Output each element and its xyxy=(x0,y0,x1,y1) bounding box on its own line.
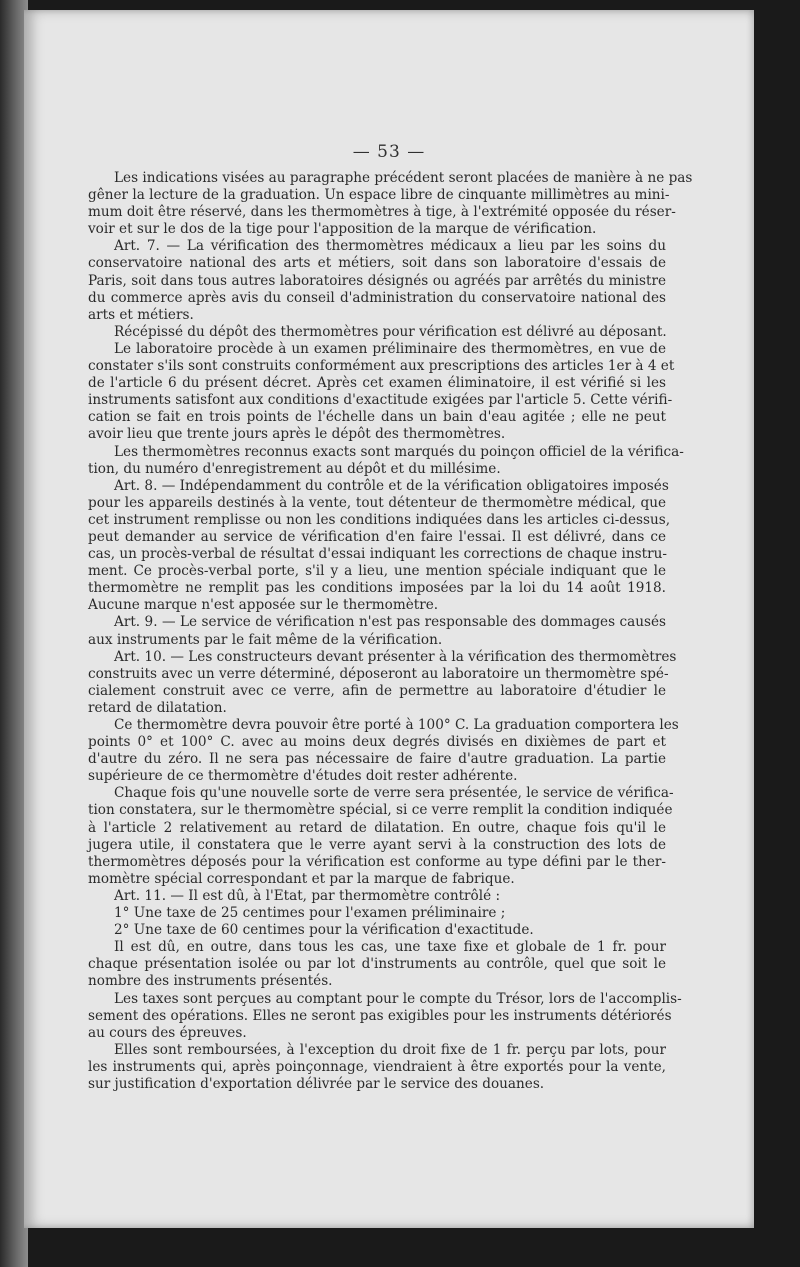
text-line: les instruments qui, après poinçonnage, viendraient à être exportés pour la vente, xyxy=(88,1058,666,1075)
text-line: supérieure de ce thermomètre d'études doit rester adhérente. xyxy=(88,768,518,785)
text-line: cation se fait en trois points de l'échelle dans un bain d'eau agitée ; elle ne peut xyxy=(88,409,666,426)
text-line: Il est dû, en outre, dans tous les cas, une taxe fixe et globale de 1 fr. pour xyxy=(114,939,666,956)
text-line: Les indications visées au paragraphe précédent seront placées de manière à ne pas xyxy=(114,170,693,186)
text-line: Chaque fois qu'une nouvelle sorte de verre sera présentée, le service de vérifica- xyxy=(114,785,674,802)
text-line: Art. 11. — Il est dû, à l'Etat, par thermomètre contrôlé : xyxy=(114,887,501,904)
text-line: Les thermomètres reconnus exacts sont marqués du poinçon officiel de la vérifica- xyxy=(114,443,684,460)
text-line: thermomètre ne remplit pas les conditions imposées par la loi du 14 août 1918. xyxy=(88,580,666,597)
text-line: Elles sont remboursées, à l'exception du droit fixe de 1 fr. perçu par lots, pour xyxy=(114,1041,666,1058)
body-text xyxy=(88,170,693,1093)
text-line: Les taxes sont perçues au comptant pour le compte du Trésor, lors de l'accomplis- xyxy=(114,990,682,1007)
text-line: 2° Une taxe de 60 centimes pour la vérification d'exactitude. xyxy=(114,922,534,939)
text-line: constater s'ils sont construits conformément aux prescriptions des articles 1er à 4 et xyxy=(88,358,675,375)
text-line: Paris, soit dans tous autres laboratoires désignés ou agréés par arrêtés du ministre xyxy=(88,272,666,289)
text-line: tion constatera, sur le thermomètre spécial, si ce verre remplit la condition indiquée xyxy=(88,802,673,819)
text-line: retard de dilatation. xyxy=(88,699,227,716)
text-line: pour les appareils destinés à la vente, tout détenteur de thermomètre médical, que xyxy=(88,494,666,511)
text-line: construits avec un verre déterminé, déposeront au laboratoire un thermomètre spé- xyxy=(88,665,669,682)
text-line: jugera utile, il constatera que le verre ayant servi à la construction des lots de xyxy=(88,836,666,853)
text-line: mum doit être réservé, dans les thermomètres à tige, à l'extrémité opposée du réser- xyxy=(88,204,676,221)
text-line: à l'article 2 relativement au retard de dilatation. En outre, chaque fois qu'il le xyxy=(88,819,666,836)
text-line: Art. 8. — Indépendamment du contrôle et de la vérification obligatoires imposés xyxy=(114,477,669,494)
text-line: cas, un procès-verbal de résultat d'essai indiquant les corrections de chaque instru- xyxy=(88,546,667,563)
text-line: tion, du numéro d'enregistrement au dépôt et du millésime. xyxy=(88,460,501,477)
text-line: de l'article 6 du présent décret. Après cet examen éliminatoire, il est vérifié si les xyxy=(88,375,666,392)
text-line: 1° Une taxe de 25 centimes pour l'examen préliminaire ; xyxy=(114,905,506,922)
text-line: ment. Ce procès-verbal porte, s'il y a lieu, une mention spéciale indiquant que le xyxy=(88,563,666,580)
text-line: peut demander au service de vérification d'en faire l'essai. Il est délivré, dans ce xyxy=(88,528,666,545)
text-line: d'autre du zéro. Il ne sera pas nécessaire de faire d'autre graduation. La partie xyxy=(88,751,666,768)
text-line: au cours des épreuves. xyxy=(88,1024,247,1041)
text-line: Art. 7. — La vérification des thermomètres médicaux a lieu par les soins du xyxy=(114,238,666,255)
text-line: thermomètres déposés pour la vérification est conforme au type défini par le ther- xyxy=(88,853,666,870)
text-line: cialement construit avec ce verre, afin de permettre au laboratoire d'étudier le xyxy=(88,682,666,699)
text-line: avoir lieu que trente jours après le dépôt des thermomètres. xyxy=(88,426,506,443)
text-line: Art. 10. — Les constructeurs devant présenter à la vérification des thermomètres xyxy=(114,648,677,665)
scanned-page xyxy=(24,10,754,1228)
text-line: Ce thermomètre devra pouvoir être porté à 100° C. La graduation comportera les xyxy=(114,717,679,733)
text-line: points 0° et 100° C. avec au moins deux degrés divisés en dixièmes de part et xyxy=(88,734,666,751)
text-line: nombre des instruments présentés. xyxy=(88,973,333,990)
text-line: Aucune marque n'est apposée sur le thermomètre. xyxy=(88,597,439,614)
text-line: chaque présentation isolée ou par lot d'instruments au contrôle, quel que soit le xyxy=(88,956,666,973)
text-line: sur justification d'exportation délivrée par le service des douanes. xyxy=(88,1075,545,1092)
text-line: arts et métiers. xyxy=(88,306,194,323)
text-line: voir et sur le dos de la tige pour l'apposition de la marque de vérification. xyxy=(88,221,597,238)
page-number: — 53 — xyxy=(352,142,426,162)
text-line: Le laboratoire procède à un examen préliminaire des thermomètres, en vue de xyxy=(114,340,666,357)
text-line: cet instrument remplisse ou non les conditions indiquées dans les articles ci-dessus, xyxy=(88,511,671,528)
text-line: Art. 9. — Le service de vérification n'est pas responsable des dommages causés xyxy=(114,614,666,631)
text-line: du commerce après avis du conseil d'administration du conservatoire national des xyxy=(88,289,666,306)
text-line: sement des opérations. Elles ne seront pas exigibles pour les instruments détériorés xyxy=(88,1007,672,1024)
text-line: Récépissé du dépôt des thermomètres pour vérification est délivré au déposant. xyxy=(114,323,667,340)
text-line: instruments satisfont aux conditions d'exactitude exigées par l'article 5. Cette vérifi- xyxy=(88,392,673,409)
text-line: momètre spécial correspondant et par la marque de fabrique. xyxy=(88,870,515,887)
text-line: aux instruments par le fait même de la vérification. xyxy=(88,631,443,648)
text-line: conservatoire national des arts et métiers, soit dans son laboratoire d'essais de xyxy=(88,255,666,272)
text-line: gêner la lecture de la graduation. Un espace libre de cinquante millimètres au mini- xyxy=(88,187,670,204)
